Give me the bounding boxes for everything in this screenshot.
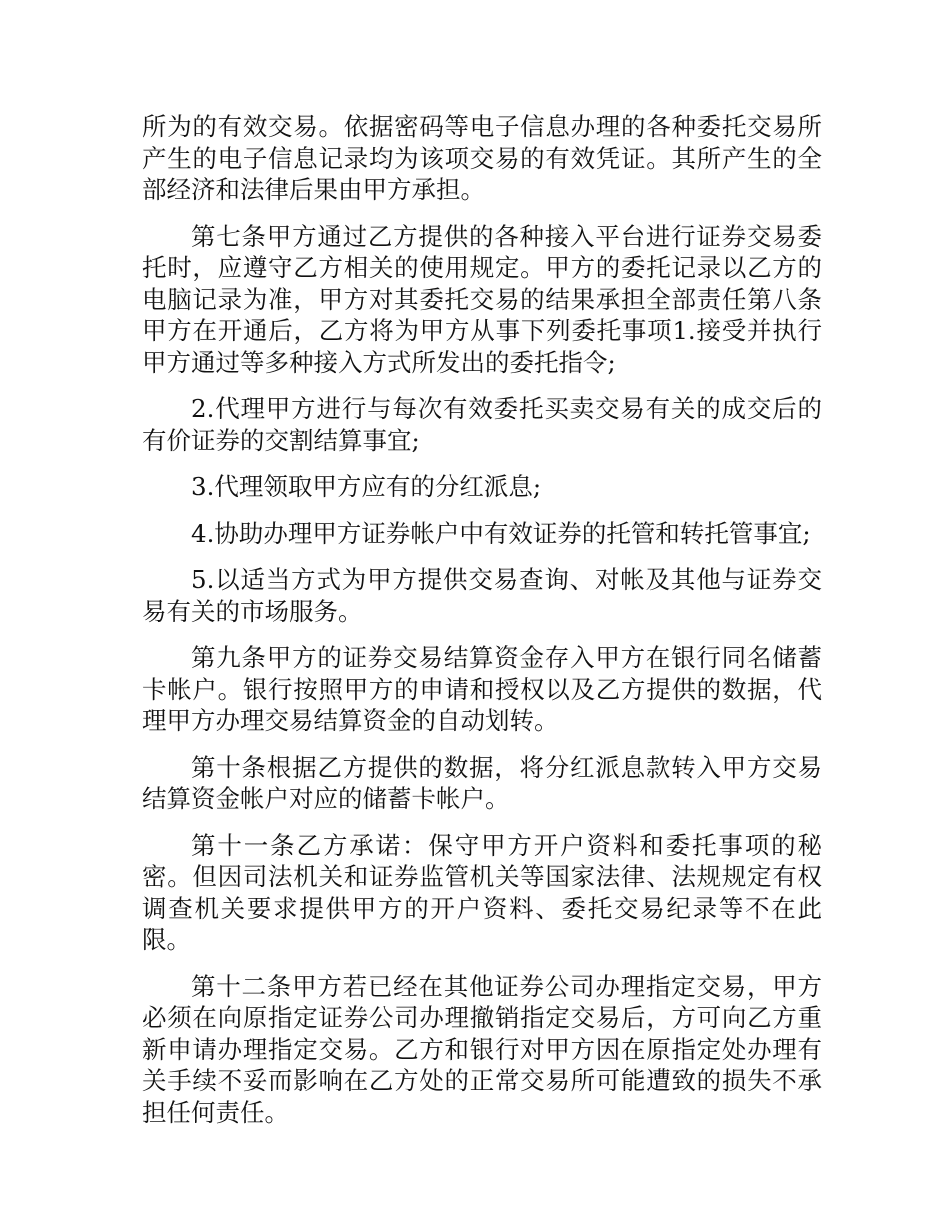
- paragraph-item-4: 4.协助办理甲方证券帐户中有效证券的托管和转托管事宜;: [191, 518, 811, 548]
- document-body: [142, 111, 822, 1143]
- paragraph-item-3: 3.代理领取甲方应有的分红派息;: [191, 472, 542, 501]
- paragraph-article-7-8: 第七条甲方通过乙方提供的各种接入平台进行证券交易委托时，应遵守乙方相关的使用规定。甲方的委托记录以乙方的电脑记录为准，甲方对其委托交易的结果承担全部责任第八条甲方在开通后，乙方将为甲方从事下列委托事项1.接受并执行甲方通过等多种接入方式所发出的委托指令;: [142, 221, 822, 377]
- paragraph-article-11: 第十一条乙方承诺：保守甲方开户资料和委托事项的秘密。但因司法机关和证券监管机关等国家法律、法规规定有权调查机关要求提供甲方的开户资料、委托交易纪录等不在此限。: [142, 830, 822, 954]
- paragraph-article-10: 第十条根据乙方提供的数据，将分红派息款转入甲方交易结算资金帐户对应的储蓄卡帐户。: [142, 752, 822, 813]
- paragraph-continued: 所为的有效交易。依据密码等电子信息办理的各种委托交易所产生的电子信息记录均为该项交易的有效凭证。其所产生的全部经济和法律后果由甲方承担。: [142, 112, 822, 204]
- paragraph-item-2: 2.代理甲方进行与每次有效委托买卖交易有关的成交后的有价证券的交割结算事宜;: [142, 394, 822, 455]
- paragraph-article-9: 第九条甲方的证券交易结算资金存入甲方在银行同名储蓄卡帐户。银行按照甲方的申请和授权以及乙方提供的数据，代理甲方办理交易结算资金的自动划转。: [142, 643, 822, 735]
- paragraph-article-12: 第十二条甲方若已经在其他证券公司办理指定交易，甲方必须在向原指定证券公司办理撤销指定交易后，方可向乙方重新申请办理指定交易。乙方和银行对甲方因在原指定处办理有关手续不妥而影响在乙方处的正常交易所可能遭致的损失不承担任何责任。: [142, 971, 822, 1127]
- paragraph-item-5: 5.以适当方式为甲方提供交易查询、对帐及其他与证券交易有关的市场服务。: [142, 565, 822, 626]
